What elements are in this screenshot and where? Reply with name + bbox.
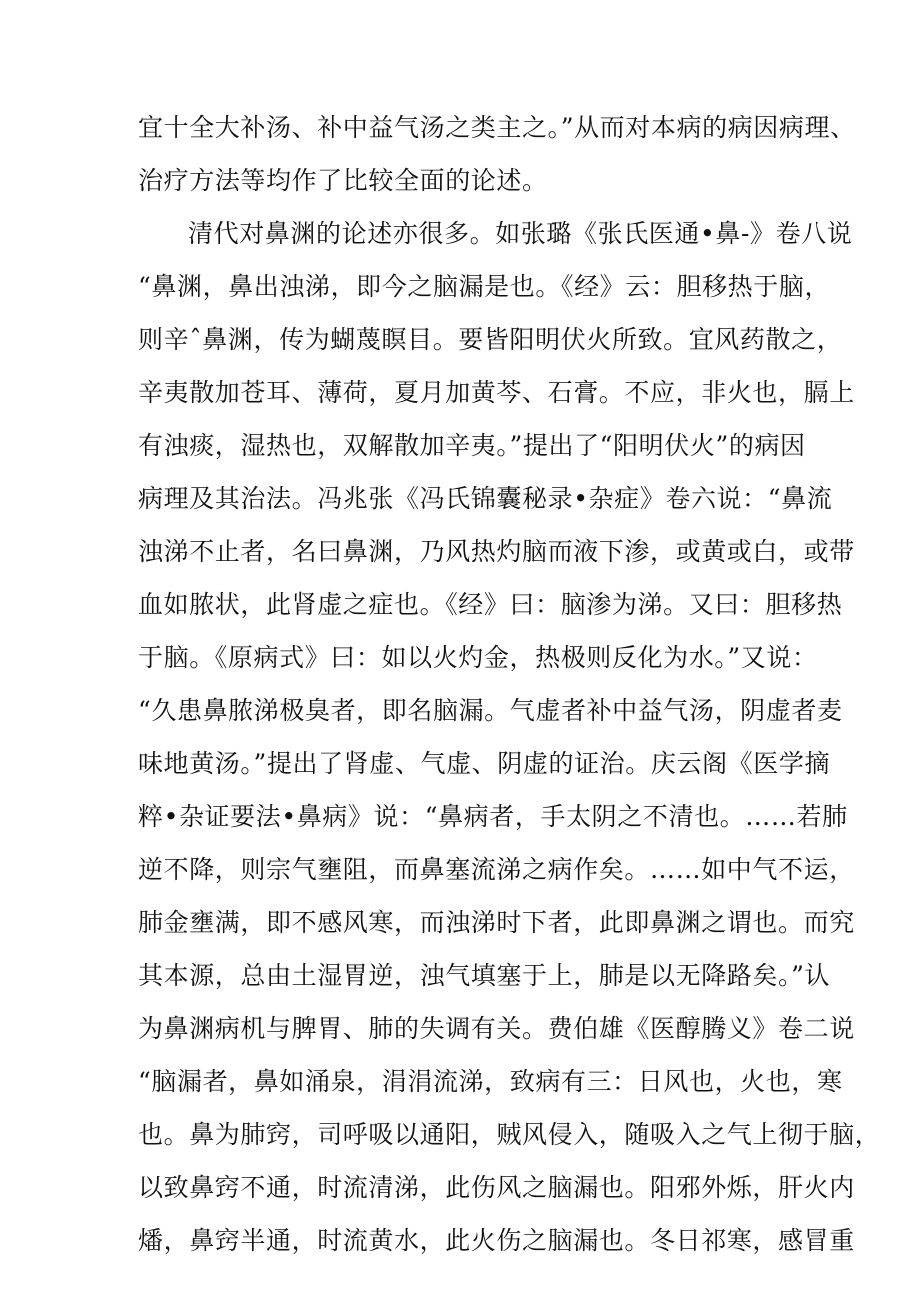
text-line-8: 病理及其治法。冯兆张《冯氏锦囊秘录•杂症》卷六说：“鼻流 [138, 484, 833, 513]
text-line-10: 血如脓状，此肾虚之症也。《经》曰：脑渗为涕。又曰：胆移热 [138, 590, 843, 619]
paragraph-start-line: 清代对鼻渊的论述亦很多。如张璐《张氏医通•鼻-》卷八说 [188, 219, 853, 248]
text-line-17: 其本源，总由土湿胃逆，浊气填塞于上，肺是以无降路矣。”认 [138, 961, 831, 990]
text-line-11: 于脑。《原病式》曰：如以火灼金，热极则反化为水。”又说： [138, 643, 818, 672]
text-line-12: “久患鼻脓涕极臭者，即名脑漏。气虚者补中益气汤，阴虚者麦 [138, 696, 843, 725]
text-line-5: 则辛ˆ鼻渊，传为蝴蔑瞑目。要皆阳明伏火所致。宜风药散之， [138, 325, 843, 354]
text-line-13: 味地黄汤。”提出了肾虚、气虚、阴虚的证治。庆云阁《医学摘 [138, 749, 831, 778]
text-line-7: 有浊痰，湿热也，双解散加辛夷。”提出了“阳明伏火”的病因 [138, 431, 806, 460]
text-line-22: 燔，鼻窍半通，时流黄水，此火伤之脑漏也。冬日祁寒，感冒重 [138, 1226, 855, 1255]
text-line-19: “脑漏者，鼻如涌泉，涓涓流涕，致病有三：日风也，火也，寒 [138, 1067, 843, 1096]
text-line-18: 为鼻渊病机与脾胃、肺的失调有关。费伯雄《医醇腾义》卷二说 [138, 1014, 855, 1043]
text-line-16: 肺金壅满，即不感风寒，而浊涕时下者，此即鼻渊之谓也。而究 [138, 908, 855, 937]
text-line-1: 宜十全大补汤、补中益气汤之类主之。”从而对本病的病因病理、 [138, 113, 856, 142]
text-line-20: 也。鼻为肺窍，司呼吸以通阳，贼风侵入，随吸入之气上彻于脑， [138, 1120, 881, 1149]
text-line-9: 浊涕不止者，名曰鼻渊，乃风热灼脑而液下渗，或黄或白，或带 [138, 537, 855, 566]
text-line-14: 粹•杂证要法•鼻病》说：“鼻病者，手太阴之不清也。……若肺 [138, 802, 848, 831]
text-line-2: 治疗方法等均作了比较全面的论述。 [138, 166, 548, 195]
text-line-4: “鼻渊，鼻出浊涕，即今之脑漏是也。《经》云：胆移热于脑， [138, 272, 831, 301]
text-line-15: 逆不降，则宗气壅阻，而鼻塞流涕之病作矣。……如中气不运， [138, 855, 855, 884]
text-line-6: 辛夷散加苍耳、薄荷，夏月加黄芩、石膏。不应，非火也，膈上 [138, 378, 855, 407]
text-line-21: 以致鼻窍不通，时流清涕，此伤风之脑漏也。阳邪外烁，肝火内 [138, 1173, 855, 1202]
